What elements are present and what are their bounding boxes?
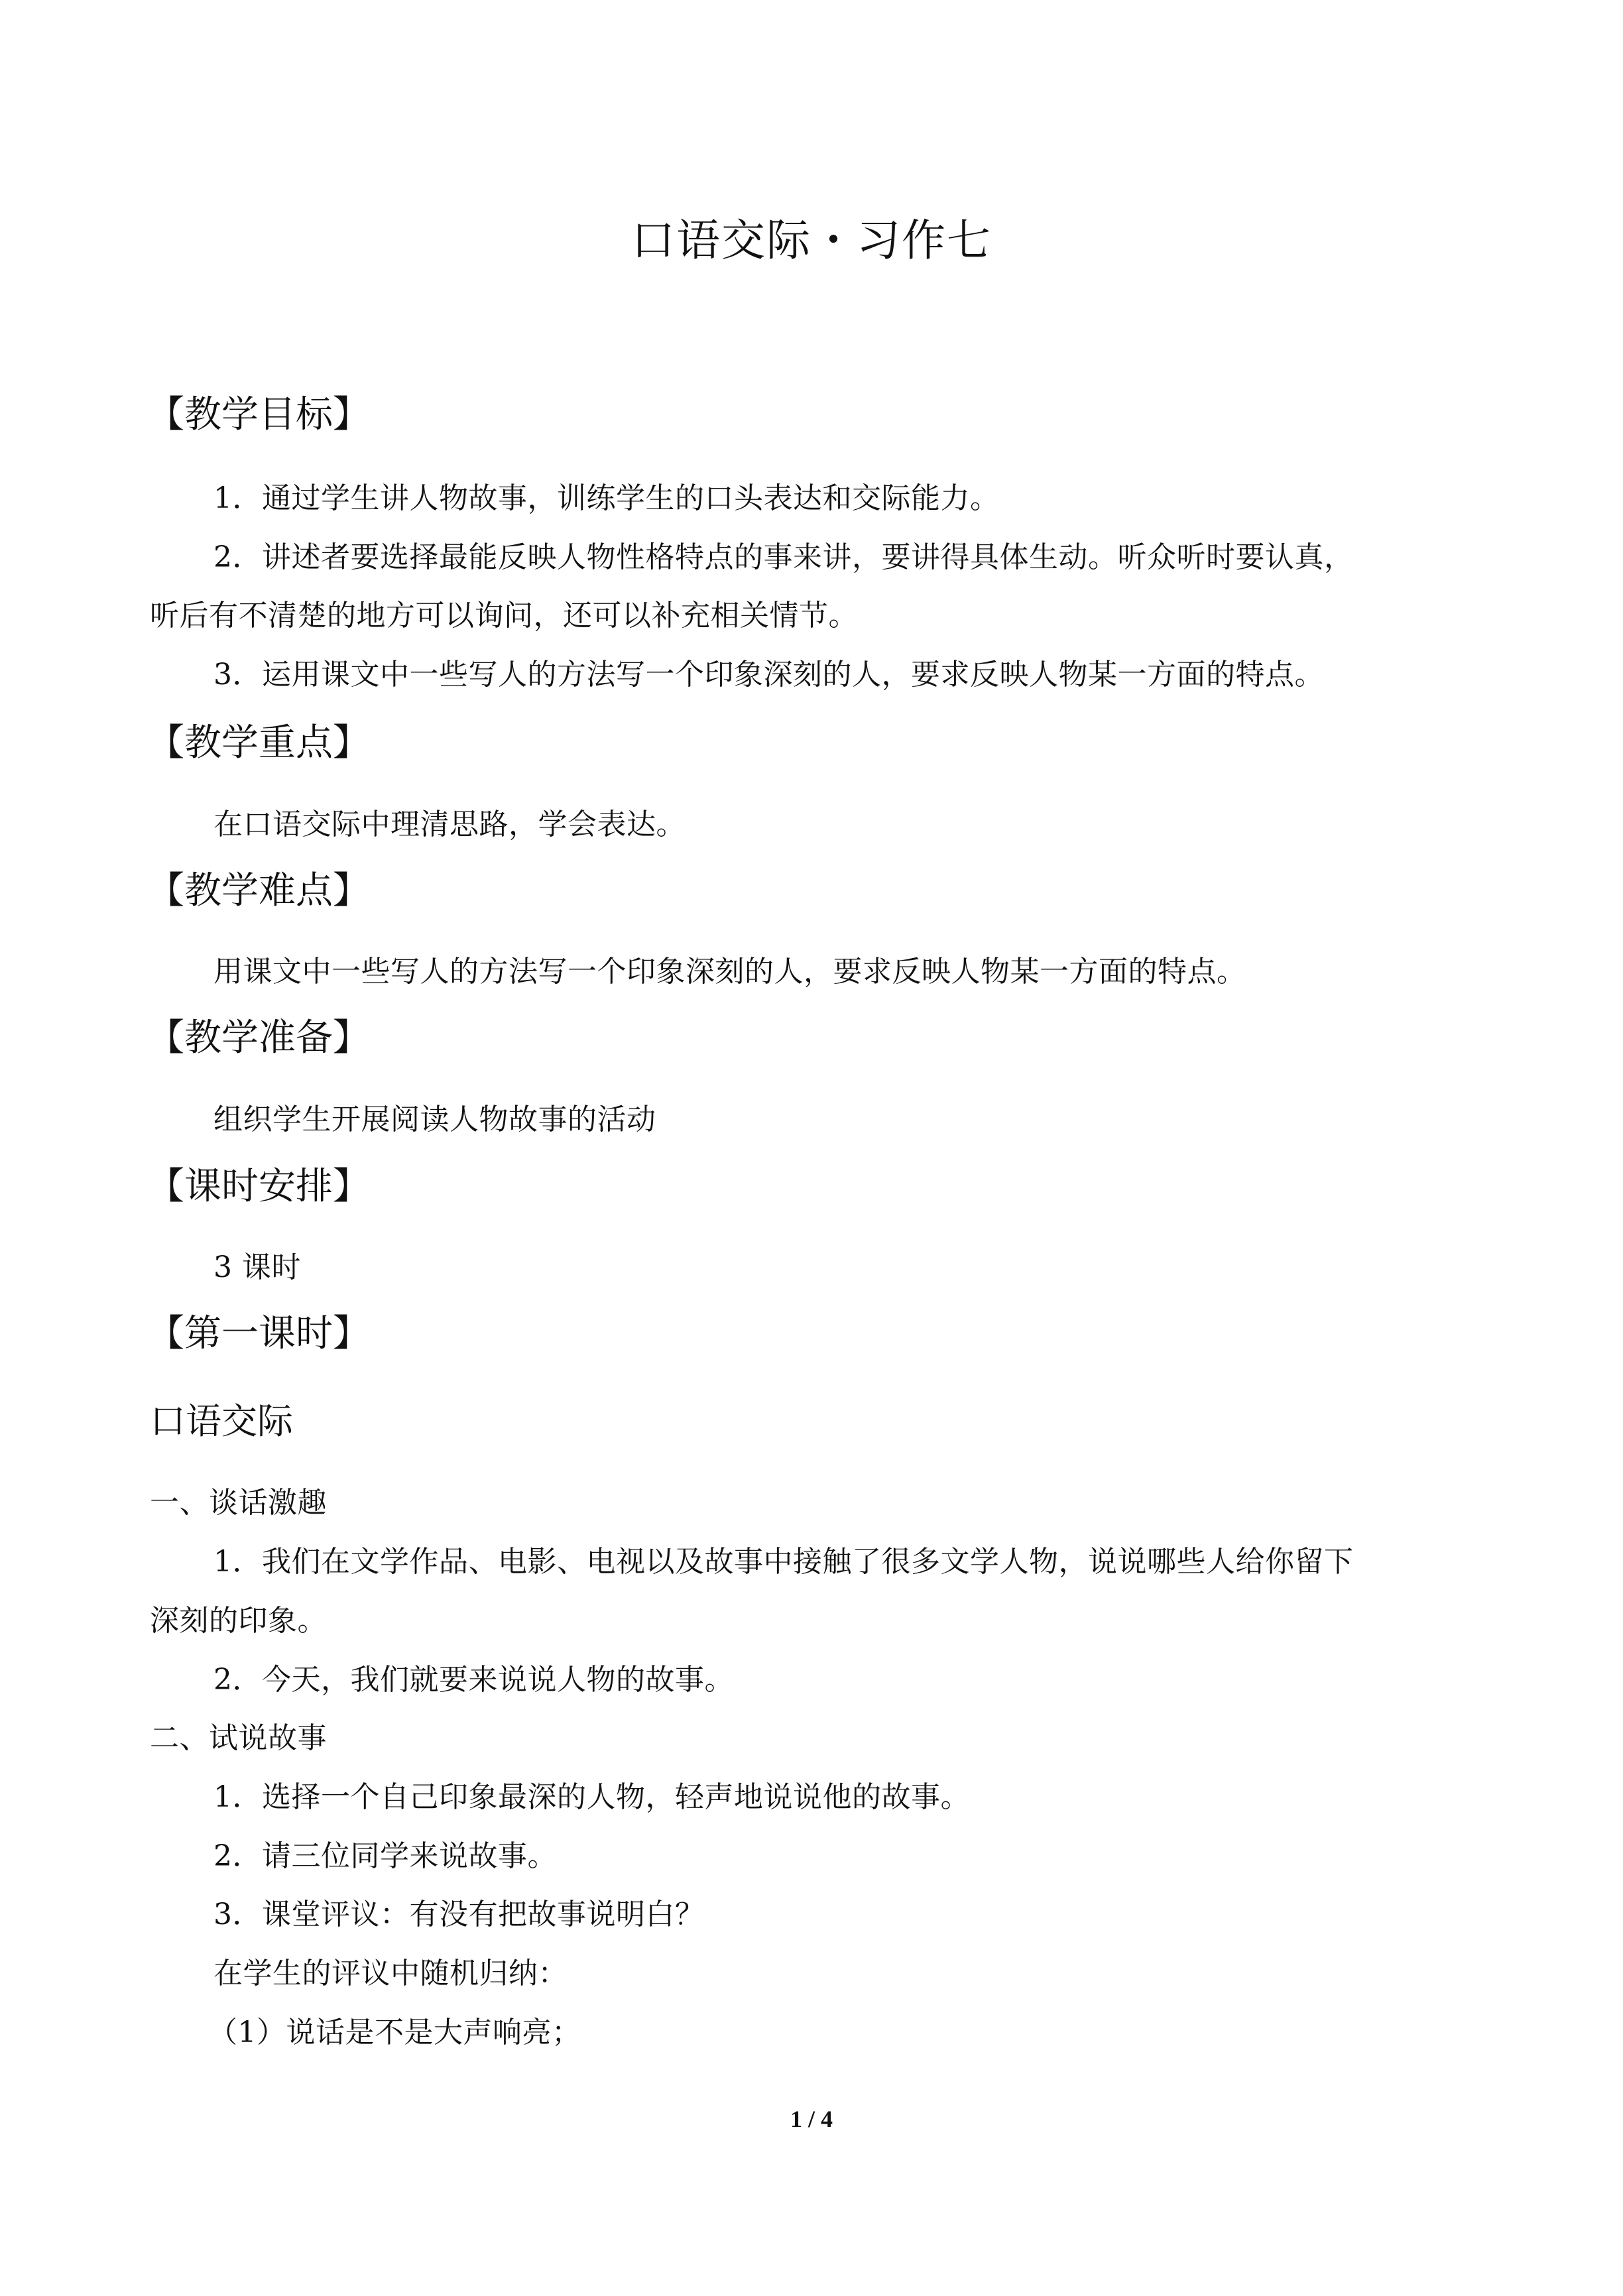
objective-item-2: 2．讲述者要选择最能反映人物性格特点的事来讲，要讲得具体生动。听众听时要认真，	[213, 540, 1354, 574]
difficulties-text: 用课文中一些写人的方法写一个印象深刻的人，要求反映人物某一方面的特点。	[213, 955, 1246, 989]
part-1-title: 一、谈话激趣	[150, 1486, 327, 1520]
heading-lesson-1: 【第一课时】	[147, 1312, 370, 1355]
key-points-text: 在口语交际中理清思路，学会表达。	[213, 808, 686, 841]
part-1-line-1-cont: 深刻的印象。	[150, 1604, 327, 1638]
part-2-line-2: 2．请三位同学来说故事。	[213, 1839, 557, 1873]
part-1-line-1: 1．我们在文学作品、电影、电视以及故事中接触了很多文学人物，说说哪些人给你留下	[213, 1545, 1354, 1579]
heading-objectives: 【教学目标】	[147, 393, 370, 436]
objective-item-1: 1．通过学生讲人物故事，训练学生的口头表达和交际能力。	[213, 481, 1000, 515]
heading-key-points: 【教学重点】	[147, 721, 370, 764]
heading-difficulties: 【教学难点】	[147, 869, 370, 912]
part-2-title: 二、试说故事	[150, 1721, 327, 1755]
page-number: 1 / 4	[790, 2106, 833, 2132]
heading-schedule: 【课时安排】	[147, 1165, 370, 1208]
heading-preparation: 【教学准备】	[147, 1016, 370, 1059]
part-2-line-3: 3．课堂评议：有没有把故事说明白？	[213, 1898, 705, 1931]
part-2-line-4: 在学生的评议中随机归纳：	[213, 1957, 568, 1990]
objective-item-3: 3．运用课文中一些写人的方法写一个印象深刻的人，要求反映人物某一方面的特点。	[213, 658, 1324, 692]
document-title: 口语交际・习作七	[631, 215, 992, 266]
part-2-line-1: 1．选择一个自己印象最深的人物，轻声地说说他的故事。	[213, 1780, 970, 1814]
objective-item-2-cont: 听后有不清楚的地方可以询问，还可以补充相关情节。	[150, 599, 858, 633]
part-2-line-5: （1）说话是不是大声响亮；	[208, 2016, 581, 2049]
preparation-text: 组织学生开展阅读人物故事的活动	[213, 1103, 656, 1136]
part-1-line-2: 2．今天，我们就要来说说人物的故事。	[213, 1663, 734, 1697]
schedule-text: 3 课时	[213, 1250, 301, 1284]
subheading-oral-communication: 口语交际	[150, 1400, 293, 1442]
